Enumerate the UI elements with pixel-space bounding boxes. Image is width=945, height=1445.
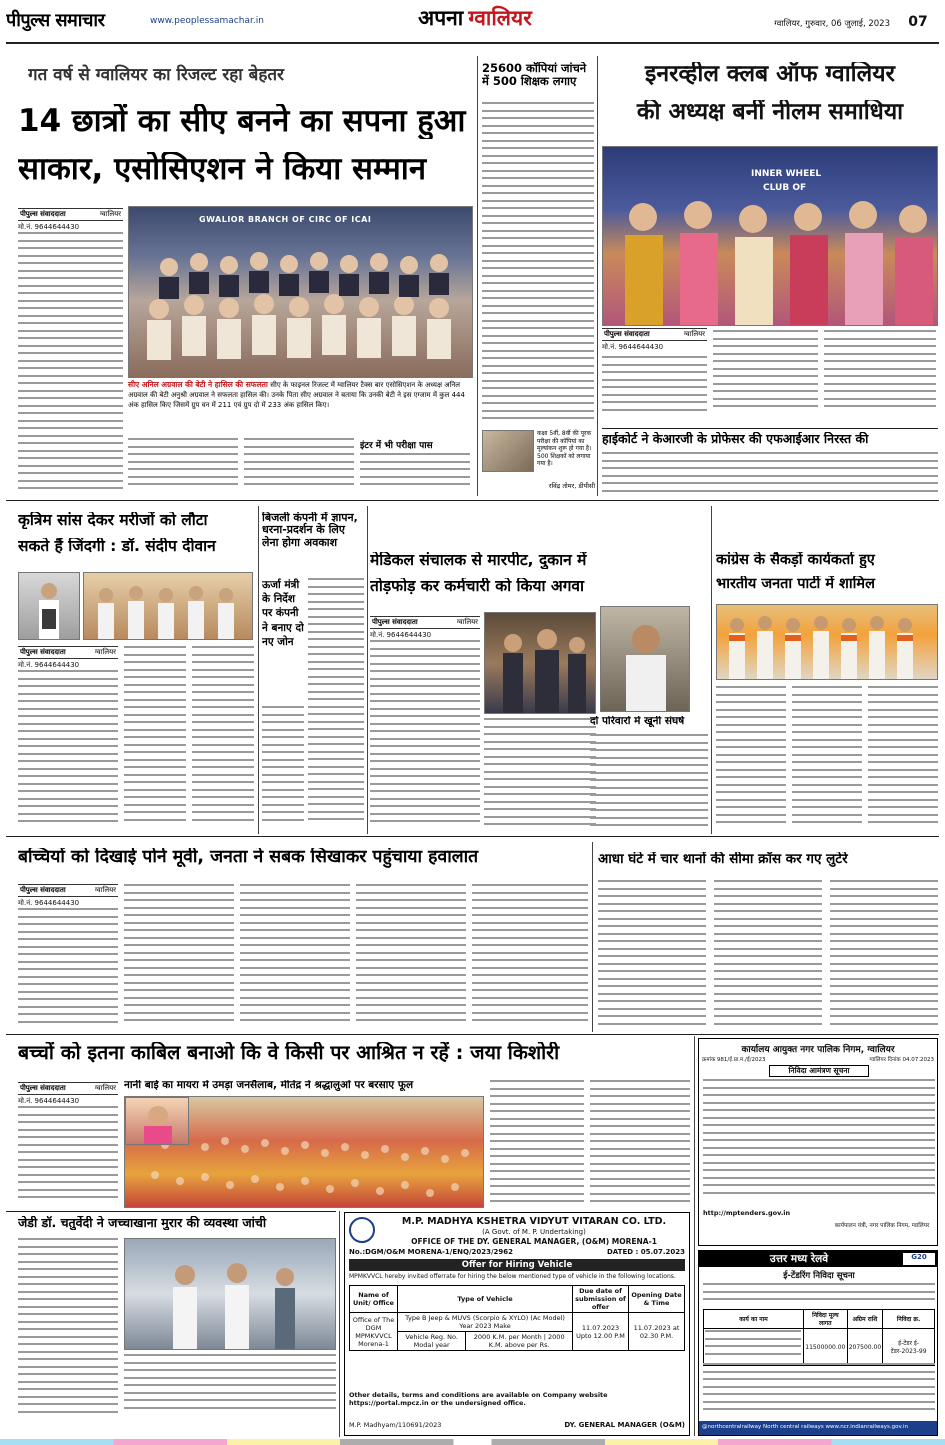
section-rule-2 xyxy=(6,836,939,837)
copies-headline: 25600 कॉपियां जांचने में 500 शिक्षक लगाए xyxy=(482,62,587,88)
col-divider-3 xyxy=(258,506,259,834)
col-divider-4 xyxy=(367,506,368,834)
congress-headline-2: भारतीय जनता पार्टी में शामिल xyxy=(716,576,875,592)
medical-byline xyxy=(370,616,480,640)
railway-ad xyxy=(698,1250,938,1436)
ca-headline-1: 14 छात्रों का सीए बनने का सपना हुआ xyxy=(18,104,466,139)
ca-byline-mobile: मो.नं. 9644644430 xyxy=(18,223,80,231)
section-title-apna: अपना xyxy=(418,6,464,30)
speaker-figure xyxy=(19,573,80,640)
col-divider-7 xyxy=(694,1036,695,1436)
innerwheel-bottom-rule xyxy=(602,428,938,429)
jd-body-col1 xyxy=(18,1238,118,1422)
municipal-body xyxy=(703,1079,935,1203)
innerwheel-byline-place: ग्वालियर xyxy=(683,330,705,338)
porn-body-col4 xyxy=(356,884,466,1030)
porn-byline-place: ग्वालियर xyxy=(94,886,116,894)
porn-byline xyxy=(18,884,118,908)
jaya-crowd-photo xyxy=(124,1096,484,1208)
railway-subtitle: ई-टेंडरिंग निविदा सूचना xyxy=(783,1271,855,1281)
medical-body-col1 xyxy=(370,640,480,830)
jd-body-col2 xyxy=(124,1354,336,1420)
congress-headline-1: कांग्रेस के सैकड़ों कार्यकर्ता हुए xyxy=(716,552,875,568)
section-rule-1 xyxy=(6,500,939,501)
section-title xyxy=(365,4,585,38)
artificial-photo-2 xyxy=(83,572,253,640)
jaya-body-col2 xyxy=(490,1080,584,1208)
artificial-byline-name: पीपुल्स संवाददाता xyxy=(20,648,66,656)
website-url: www.peoplessamachar.in xyxy=(150,16,264,26)
fir-body xyxy=(602,452,938,498)
ca-body-col3 xyxy=(244,438,354,496)
mpmkvvcl-th-type: Type of Vehicle xyxy=(398,1286,573,1313)
ca-inter-subhead: इंटर में भी परीक्षा पास xyxy=(360,438,470,451)
robbers-body-col2 xyxy=(714,880,822,1030)
innerwheel-body-col3 xyxy=(824,330,936,424)
medical-body-col2 xyxy=(484,718,596,830)
innerwheel-photo xyxy=(602,146,938,326)
jaya-inset-figure xyxy=(126,1098,189,1145)
g20-logo: G20 xyxy=(903,1253,935,1265)
mpmkvvcl-signatory: DY. GENERAL MANAGER (O&M) xyxy=(564,1421,685,1429)
jd-photo xyxy=(124,1238,336,1350)
mpmkvvcl-due-date: 11.07.2023 Upto 12.00 P.M xyxy=(573,1313,629,1351)
robbers-headline: आधा घंटे में चार थानों की सीमा क्रॉस कर गए लुटेरे xyxy=(598,852,848,867)
copies-photo xyxy=(482,430,534,472)
railway-notes xyxy=(703,1363,935,1415)
mpmkvvcl-km: 2000 K.M. per Month | 2000 K.M. above per Rs. xyxy=(466,1332,573,1351)
railway-tender-no: ई-टेंडर ई-टेंडर-2023-99 xyxy=(883,1329,935,1366)
copies-photo-caption: कक्षा 5वीं, 8वीं की पूरक परीक्षा की कॉपियां का मूल्यांकन शुरू हो गया है। 500 शिक्षकों को लगाया गया है। xyxy=(537,430,592,467)
section-title-gwalior: ग्वालियर xyxy=(468,6,532,30)
ca-photo-banner: GWALIOR BRANCH OF CIRC OF ICAI xyxy=(199,215,372,224)
ca-caption-highlight: सीए अनिल अग्रवाल की बेटी ने हासिल की सफलता xyxy=(128,380,268,389)
railway-work-desc xyxy=(704,1329,804,1366)
mpmkvvcl-unit: Office of The DGM MPMKVVCL Morena-1 xyxy=(350,1313,398,1351)
jd-top-rule xyxy=(6,1211,336,1212)
clash-photo-figure xyxy=(601,607,690,712)
congress-body-col2 xyxy=(792,686,862,830)
col-divider-1 xyxy=(477,56,478,496)
mpmkvvcl-ad xyxy=(344,1212,690,1436)
robbers-body-col1 xyxy=(598,880,706,1030)
railway-table xyxy=(703,1309,935,1366)
masthead xyxy=(0,0,945,42)
porn-body-col2 xyxy=(124,884,234,1030)
ca-byline xyxy=(18,208,123,232)
ca-photo-people xyxy=(129,207,473,378)
railway-title-bar xyxy=(699,1251,938,1267)
page-number: 07 xyxy=(908,14,928,30)
clash-body xyxy=(590,734,708,830)
railway-th-work: कार्य का नाम xyxy=(704,1310,804,1329)
artificial-byline-mobile: मो.नं. 9644644430 xyxy=(18,661,80,669)
jaya-headline: बच्चों को इतना काबिल बनाओ कि वे किसी पर आश्रित न रहें : जया किशोरी xyxy=(18,1042,560,1064)
innerwheel-byline-name: पीपुल्स संवाददाता xyxy=(604,330,650,338)
col-divider-5 xyxy=(711,506,712,834)
mpmkvvcl-footer-note: Other details, terms and conditions are available on Company website https://portal.mpcz.in or the undersigned office. xyxy=(349,1391,608,1407)
porn-body-col3 xyxy=(240,884,350,1030)
artificial-photo-1 xyxy=(18,572,80,640)
ca-headline-2: साकार, एसोसिएशन ने किया सम्मान xyxy=(18,152,427,187)
ca-body-col4 xyxy=(360,382,470,432)
artificial-body-col1 xyxy=(18,670,118,830)
innerwheel-banner-1: INNER WHEEL xyxy=(751,169,822,179)
jaya-byline-mobile: मो.नं. 9644644430 xyxy=(18,1097,80,1105)
jaya-inset-photo xyxy=(125,1097,189,1145)
mpmkvvcl-table xyxy=(349,1285,685,1351)
fir-headline: हाईकोर्ट ने केआरजी के प्रोफेसर की एफआईआर निरस्त की xyxy=(602,432,869,446)
artificial-byline-place: ग्वालियर xyxy=(94,648,116,656)
audience-figures xyxy=(84,573,253,640)
mpmkvvcl-th-due: Due date of submission of offer xyxy=(573,1286,629,1313)
artificial-body-col2 xyxy=(124,646,186,830)
section-rule-3 xyxy=(6,1034,939,1035)
ca-kicker: गत वर्ष से ग्वालियर का रिजल्ट रहा बेहतर xyxy=(28,65,285,85)
porn-headline: बच्चियों को दिखाई पोर्न मूवी, जनता ने सबक सिखाकर पहुंचाया हवालात xyxy=(18,848,479,867)
jaya-body-col3 xyxy=(590,1080,690,1208)
mpmkvvcl-th-unit: Name of Unit/ Office xyxy=(350,1286,398,1313)
medical-photo xyxy=(484,612,596,714)
medical-byline-place: ग्वालियर xyxy=(456,618,478,626)
railway-footer-text: North central railways www.ncr.indianrailways.gov.in xyxy=(763,1424,909,1430)
municipal-ref-right: ग्वालियर दिनांक 04.07.2023 xyxy=(869,1057,934,1063)
mpmkvvcl-logo xyxy=(349,1217,375,1243)
power-body-col1 xyxy=(262,706,304,830)
ca-caption-body: सीए के फाइनल रिजल्ट में ग्वालियर टैक्स बार एसोसिएशन के अध्यक्ष अनिल अग्रवाल की बेटी अनुश्री अग्रवाल ने सफलता हासिल की। उनके पिता सीए अग्रवाल ने बताया कि उनकी बेटी ने इस एग्जाम में कुल 444 अंक हासिल किए जिसमें ग्रुप वन में 211 एवं ग्रुप दो में 233 अंक हासिल किए। xyxy=(128,381,465,409)
innerwheel-byline-mobile: मो.नं. 9644644430 xyxy=(602,343,664,351)
jaya-body-col1 xyxy=(18,1106,118,1208)
innerwheel-banner-2: CLUB OF xyxy=(763,183,807,193)
artificial-headline-1: कृत्रिम सांस देकर मरीजों को लौटा xyxy=(18,512,208,529)
mpmkvvcl-dated: DATED : 05.07.2023 xyxy=(606,1248,685,1256)
medical-byline-name: पीपुल्स संवाददाता xyxy=(372,618,418,626)
ca-byline-name: पीपुल्स संवाददाता xyxy=(20,210,66,218)
jd-photo-figures xyxy=(125,1239,336,1350)
railway-footer xyxy=(699,1421,938,1436)
porn-byline-name: पीपुल्स संवाददाता xyxy=(20,886,66,894)
clash-subheadline: दो परिवारों में खूनी संघर्ष xyxy=(590,716,685,727)
railway-title: उत्तर मध्य रेलवे xyxy=(769,1253,829,1265)
congress-body-col1 xyxy=(716,686,786,830)
innerwheel-headline-1: इनरव्हील क्लब ऑफ ग्वालियर xyxy=(645,62,895,87)
railway-th-tender: निविदा क्र. xyxy=(883,1310,935,1329)
mpmkvvcl-ref: No.:DGM/O&M MORENA-1/ENQ/2023/2962 xyxy=(349,1248,514,1256)
railway-th-value: निविदा मूल्य लागत xyxy=(804,1310,848,1329)
innerwheel-headline-2: की अध्यक्ष बनीं नीलम समाधिया xyxy=(636,100,904,125)
power-sidebar: ऊर्जा मंत्री के निर्देश पर कंपनी ने बनाए दो नए जोन xyxy=(262,579,304,648)
artificial-body-col3 xyxy=(192,646,254,830)
registration-bar-bottom xyxy=(0,1439,945,1445)
artificial-byline xyxy=(18,646,118,670)
mpmkvvcl-th-opening: Opening Date & Time xyxy=(629,1286,685,1313)
ca-group-photo xyxy=(128,206,473,378)
col-divider-2 xyxy=(597,56,598,496)
mpmkvvcl-km2: 2000 K.M. above per Rs. xyxy=(488,1333,565,1349)
municipal-title: कार्यालय आयुक्त नगर पालिक निगम, ग्वालियर xyxy=(741,1045,895,1055)
innerwheel-body-col1 xyxy=(602,356,707,424)
medical-photo-figures xyxy=(485,613,596,714)
municipal-notice-title: निविदा आमंत्रण सूचना xyxy=(769,1065,869,1077)
mpmkvvcl-reg: Vehicle Reg. No. Modal year xyxy=(398,1332,466,1351)
col-divider-6 xyxy=(592,842,593,1032)
mpmkvvcl-company: M.P. MADHYA KSHETRA VIDYUT VITARAN CO. LTD. xyxy=(401,1216,667,1227)
mpmkvvcl-vehicle-type: Type B Jeep & MUVS (Scorpio & XYLO) (Ac Model) Year 2023 Make xyxy=(398,1313,573,1332)
congress-photo-figures xyxy=(717,605,938,680)
railway-th-emd: अग्रिम राशि xyxy=(847,1310,882,1329)
jaya-byline-place: ग्वालियर xyxy=(94,1084,116,1092)
railway-emd: 207500.00 xyxy=(847,1329,882,1366)
mpmkvvcl-km1: 2000 K.M. per Month xyxy=(473,1333,542,1341)
congress-photo xyxy=(716,604,938,680)
copies-body xyxy=(482,102,594,427)
congress-body-col3 xyxy=(868,686,938,830)
masthead-rule xyxy=(6,42,939,44)
power-headline: बिजली कंपनी में ज्ञापन, धरना-प्रदर्शन के लिए लेना होगा अवकाश xyxy=(262,512,358,549)
ca-body-col1 xyxy=(18,232,123,494)
municipal-contact: कार्यपालन यंत्री, नगर पालिक निगम, ग्वालियर xyxy=(834,1223,930,1229)
innerwheel-photo-people xyxy=(603,147,938,326)
porn-byline-mobile: मो.नं. 9644644430 xyxy=(18,899,80,907)
mpmkvvcl-intro: MPMKVVCL hereby invited offerrate for hiring the below mentioned type of vehicle in the following locations. xyxy=(349,1273,676,1280)
railway-social: @northcentralrailway xyxy=(702,1424,762,1430)
municipal-ref-left: क्रमांक 981/ई.प्रा.म./ई/2023 xyxy=(702,1057,766,1063)
ca-body-col2 xyxy=(128,438,238,496)
jaya-photo-headline: नानी बाई का मायरा में उमड़ा जनसैलाब, मीतेंद्र ने श्रद्धालुओं पर बरसाए फूल xyxy=(124,1080,414,1091)
artificial-headline-2: सकते हैं जिंदगी : डॉ. संदीप दीवान xyxy=(18,538,216,555)
railway-intro xyxy=(703,1283,935,1305)
jaya-byline xyxy=(18,1082,118,1106)
power-body-col2 xyxy=(308,578,364,830)
dateline: ग्वालियर, गुरुवार, 06 जुलाई, 2023 xyxy=(774,19,890,29)
innerwheel-byline xyxy=(602,328,707,352)
jd-headline: जेडी डॉ. चतुर्वेदी ने जच्चाखाना मुरार की व्यवस्था जांची xyxy=(18,1216,267,1230)
mpmkvvcl-madhyam: M.P. Madhyam/110691/2023 xyxy=(349,1421,442,1429)
mpmkvvcl-offer-title: Offer for Hiring Vehicle xyxy=(349,1259,685,1271)
col-divider-8 xyxy=(339,1211,340,1437)
mpmkvvcl-office: OFFICE OF THE DY. GENERAL MANAGER, (O&M) MORENA-1 xyxy=(411,1237,657,1246)
jaya-byline-name: पीपुल्स संवाददाता xyxy=(20,1084,66,1092)
robbers-body-col3 xyxy=(830,880,938,1030)
medical-headline-1: मेडिकल संचालक से मारपीट, दुकान में xyxy=(370,552,587,569)
paper-name: पीपुल्स समाचार xyxy=(6,10,105,31)
paper-logo xyxy=(6,8,146,34)
clash-photo xyxy=(600,606,690,712)
municipal-website: http://mptenders.gov.in xyxy=(703,1209,791,1217)
mpmkvvcl-opening: 11.07.2023 at 02.30 P.M. xyxy=(629,1313,685,1351)
ca-byline-place: ग्वालियर xyxy=(99,210,121,218)
mpmkvvcl-undertaking: (A Govt. of M. P. Undertaking) xyxy=(482,1228,586,1236)
municipal-ad xyxy=(698,1038,938,1246)
copies-photo-credit: रविंद्र तोमर, डीपीसी xyxy=(548,482,595,490)
medical-byline-mobile: मो.नं. 9644644430 xyxy=(370,631,432,639)
railway-value: 11500000.00 xyxy=(804,1329,848,1366)
medical-headline-2: तोड़फोड़ कर कर्मचारी को किया अगवा xyxy=(370,578,585,595)
innerwheel-body-col2 xyxy=(713,330,818,424)
porn-body-col1 xyxy=(18,908,118,1030)
porn-body-col5 xyxy=(472,884,588,1030)
